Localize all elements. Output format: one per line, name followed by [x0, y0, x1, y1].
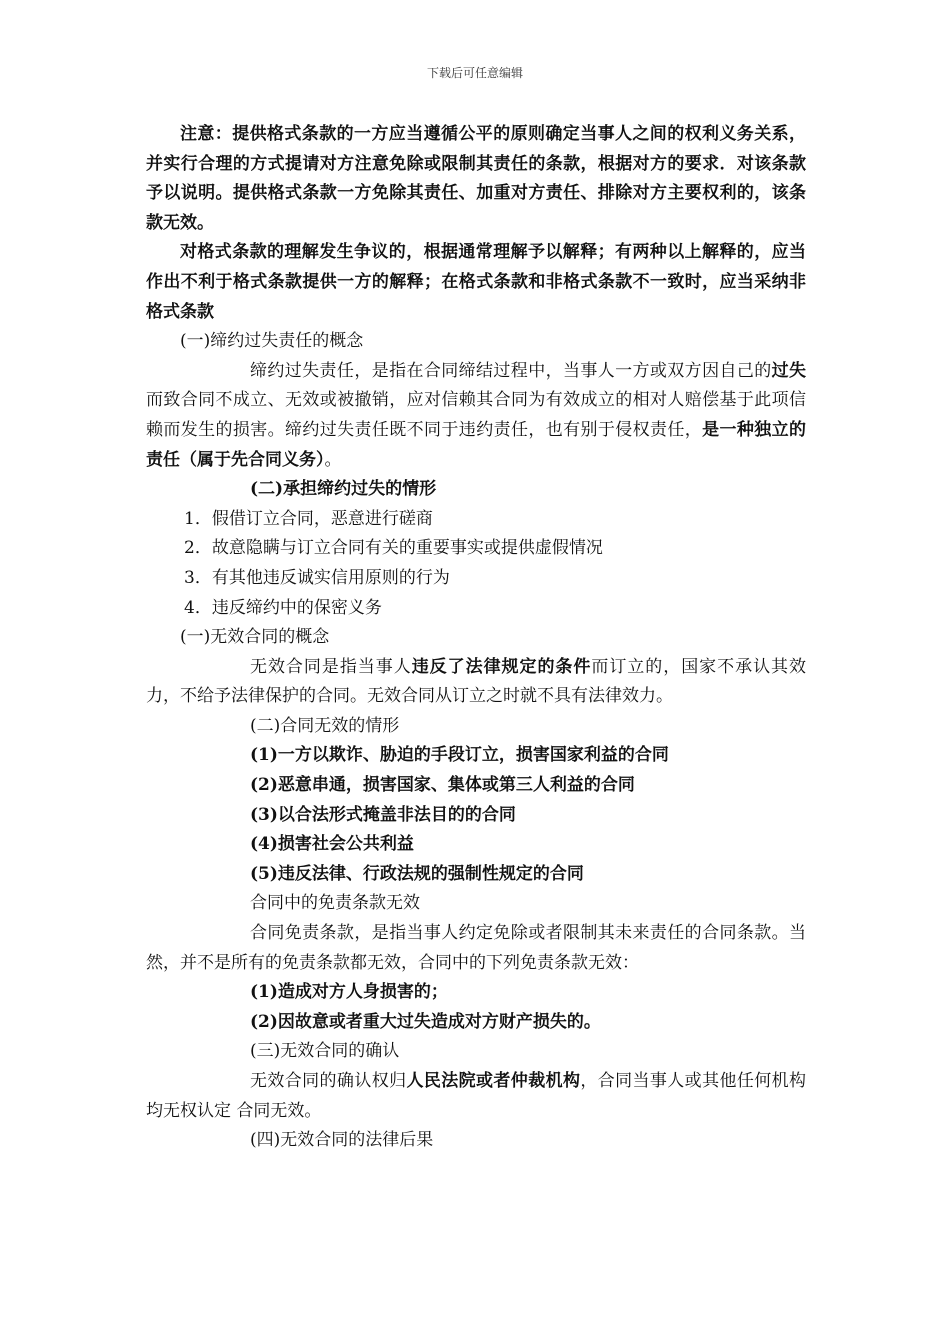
list-item: (2)恶意串通，损害国家、集体或第三人利益的合同: [250, 775, 635, 796]
page-header: 下载后可任意编辑: [426, 66, 523, 80]
text-segment: 而订立的，国家不承认其效力，不给予法律保护的合同。无效合同从订立之时就不具有法律效力。: [146, 656, 807, 707]
list-item: (1)一方以欺诈、胁迫的手段订立，损害国家利益的合同: [250, 745, 669, 766]
list-item: (1)造成对方人身损害的；: [250, 982, 448, 1003]
paragraph-format-clause-notice: 注意：提供格式条款的一方应当遵循公平的原则确定当事人之间的权利义务关系，并实行合理的方式提请对方注意免除或限制其责任的条款，根据对方的要求．对该条款予以说明。提供格式条款一方免除其责任、加重对方责任、排除对方主要权利的，该条款无效。: [146, 124, 806, 233]
paragraph-invalid-confirmation: [146, 1067, 806, 1126]
paragraph-invalid-definition: [146, 653, 806, 712]
heading-fault-concept: (一)缔约过失责任的概念: [180, 331, 364, 352]
document-body: [146, 120, 806, 1156]
list-item: (3)以合法形式掩盖非法目的的合同: [250, 804, 516, 825]
bold-segment: 违反了法律规定的条件: [411, 656, 592, 677]
heading-invalid-cases: (二)合同无效的情形: [250, 715, 400, 736]
heading-legal-consequences: (四)无效合同的法律后果: [250, 1130, 434, 1151]
text-segment: ，合同当事人或其他任何机构均无权认定 合同无效。: [146, 1071, 807, 1121]
heading-fault-cases: (二)承担缔约过失的情形: [250, 479, 437, 500]
text-segment: 。: [324, 449, 342, 470]
list-item: 2．故意隐瞒与订立合同有关的重要事实或提供虚假情况: [184, 538, 603, 559]
bold-segment: 人民法院或者仲裁机构: [406, 1071, 581, 1091]
bold-segment: 过失: [771, 360, 807, 381]
text-segment: 而致合同不成立、无效或被撤销，应对信赖其合同为有效成立的相对人赔偿基于此项信赖而发生的损害。缔约过失责任既不同于违约责任，也有别于侵权责任，: [146, 390, 806, 440]
text-segment: 无效合同的确认权归: [250, 1071, 407, 1091]
list-item: (5)违反法律、行政法规的强制性规定的合同: [250, 863, 584, 884]
list-item: (2)因故意或者重大过失造成对方财产损失的。: [250, 1011, 601, 1032]
paragraph-format-clause-interpretation: 对格式条款的理解发生争议的，根据通常理解予以解释；有两种以上解释的，应当作出不利于格式条款提供一方的解释；在格式条款和非格式条款不一致时，应当采纳非格式条款: [146, 242, 806, 322]
heading-exemption-clauses: 合同中的免责条款无效: [250, 893, 420, 914]
text-segment: 无效合同是指当事人: [250, 656, 412, 677]
heading-invalid-concept: (一)无效合同的概念: [180, 627, 330, 648]
text-segment: 缔约过失责任，是指在合同缔结过程中，当事人一方或双方因自己的: [250, 360, 772, 381]
paragraph-fault-definition: [146, 357, 806, 475]
list-item: 1．假借订立合同，恶意进行磋商: [184, 508, 433, 529]
list-item: 4．违反缔约中的保密义务: [184, 597, 382, 618]
paragraph-exemption-definition: 合同免责条款，是指当事人约定免除或者限制其未来责任的合同条款。当然，并不是所有的免责条款都无效，合同中的下列免责条款无效：: [146, 923, 806, 973]
bold-segment: 是一种独立的责任（属于先合同义务）: [146, 419, 807, 470]
heading-invalid-confirmation: (三)无效合同的确认: [250, 1041, 400, 1062]
list-item: (4)损害社会公共利益: [250, 834, 414, 855]
list-item: 3．有其他违反诚实信用原则的行为: [184, 567, 450, 588]
